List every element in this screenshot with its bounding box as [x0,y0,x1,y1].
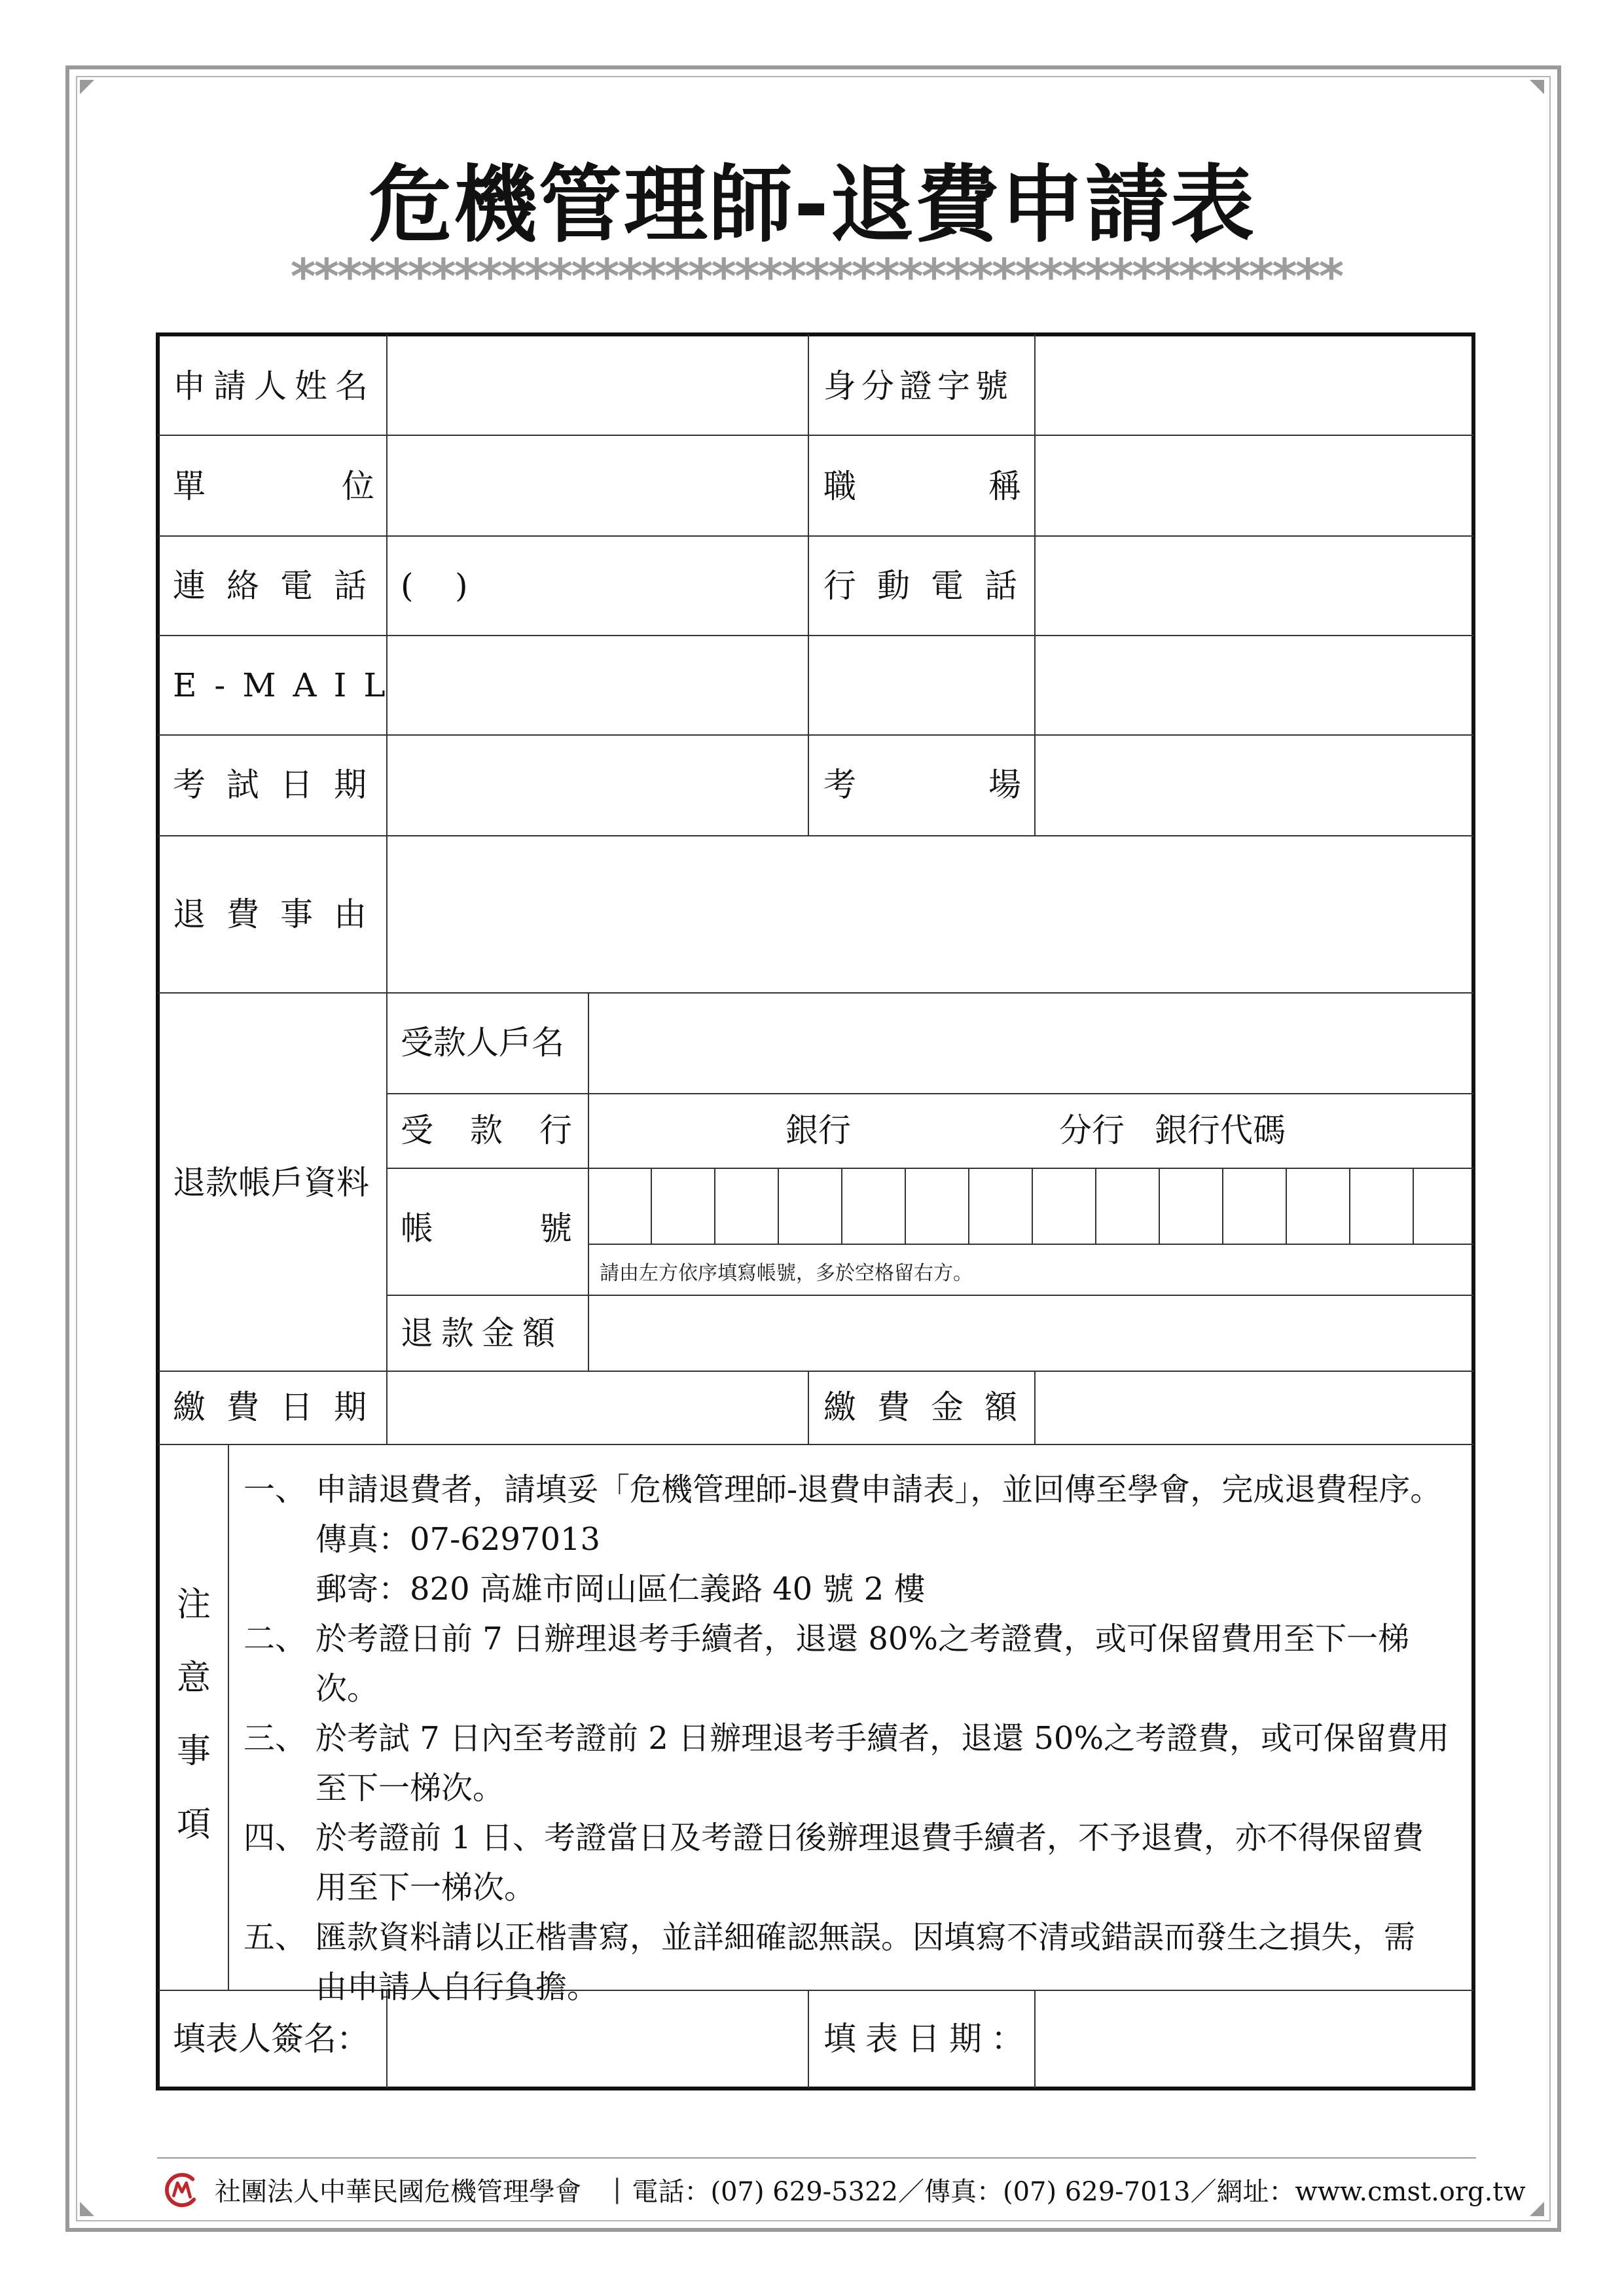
id-number-label: 身分證字號 [823,367,1013,405]
unit-label: 單 位 [173,467,374,505]
applicant-name-label: 申請人姓名 [173,367,376,405]
exam-site-label: 考 場 [823,766,1021,804]
account-box-divider [1159,1168,1160,1244]
branch-word: 分行 [1059,1111,1125,1149]
account-box-divider [968,1168,969,1244]
account-box-divider [1222,1168,1223,1244]
payment-date-label: 繳費日期 [173,1388,388,1426]
payee-bank-label: 受 款 行 [401,1111,572,1149]
note-fax: 傳真：07-6297013 [316,1521,601,1558]
row-divider [158,734,1473,736]
account-number-note: 請由左方依序填寫帳號，多於空格留右方。 [600,1262,973,1285]
row-divider [386,1093,1473,1094]
org-contact: 電話：(07) 629-5322／傳真：(07) 629-7013／網址：www.cmst.org.tw [632,2176,1526,2207]
payment-amount-label: 繳費金額 [823,1388,1038,1426]
note-item-continued: 至下一梯次。 [316,1770,505,1806]
row-divider [158,635,1473,636]
account-number-label: 帳 號 [401,1210,572,1247]
col-divider [386,334,388,1444]
email-label: E-MAIL [173,666,403,704]
col-divider [808,334,809,734]
note-item-continued: 用至下一梯次。 [316,1869,536,1906]
note-item: 二、 於考證日前 7 日辦理退考手續者，退還 80%之考證費，或可保留費用至下一梯次。 [244,1621,1410,1707]
col-divider [228,1444,229,1990]
row-divider [158,435,1473,436]
account-box-divider [1095,1168,1096,1244]
note-item: 五、 匯款資料請以正楷書寫，並詳細確認無誤。因填寫不清或錯誤而發生之損失，需 [244,1919,1416,1956]
area-code-field[interactable]: ( ) [401,567,468,605]
mobile-phone-label: 行動電話 [823,567,1038,605]
contact-phone-label: 連絡電話 [173,567,388,605]
row-divider [158,992,1473,994]
account-box-divider [778,1168,779,1244]
org-name: 社團法人中華民國危機管理學會 [215,2176,581,2207]
row-divider [158,835,1473,836]
notes-heading: 注 意 事 項 [176,1585,211,1844]
job-title-label: 職 稱 [823,467,1021,505]
notes-list [244,1465,1461,2012]
refund-reason-label: 退費事由 [173,895,388,933]
account-box-divider [905,1168,906,1244]
account-box-divider [1349,1168,1350,1244]
row-divider [386,1168,1473,1169]
col-divider [808,734,809,835]
corner-ornament [1530,80,1544,94]
footer-divider [157,2157,1476,2159]
row-divider [588,1244,1473,1245]
org-logo-icon [162,2170,200,2208]
filler-signature-label: 填表人簽名： [173,2020,369,2058]
corner-ornament [1530,2202,1544,2216]
row-divider [158,1371,1473,1372]
exam-date-label: 考試日期 [173,766,388,804]
fill-date-label: 填表日期： [823,2020,1033,2058]
col-divider [808,1371,809,1444]
row-divider [386,1295,1473,1296]
bank-word: 銀行 [785,1111,851,1149]
col-divider [1034,334,1036,734]
payee-name-label: 受款人戶名 [401,1024,564,1062]
footer-separator: | [613,2174,622,2204]
row-divider [158,535,1473,537]
account-box-divider [841,1168,842,1244]
refund-account-label: 退款帳戶資料 [173,1164,369,1202]
note-item: 三、 於考試 7 日內至考證前 2 日辦理退考手續者，退還 50%之考證費，或可保留費用 [244,1720,1450,1757]
bank-code-word: 銀行代碼 [1155,1111,1286,1149]
account-box-divider [714,1168,715,1244]
account-box-divider [1032,1168,1033,1244]
corner-ornament [80,2202,94,2216]
row-divider [158,1444,1473,1445]
page-title: 危機管理師-退費申請表 [368,156,1256,254]
account-box-divider [1413,1168,1414,1244]
note-item: 一、 申請退費者，請填妥「危機管理師-退費申請表」，並回傳至學會，完成退費程序。 [244,1471,1442,1508]
footer [162,2166,1526,2212]
col-divider [1034,734,1036,835]
col-divider [588,992,589,1371]
account-box-divider [1286,1168,1287,1244]
star-divider: ********************************************* [290,249,1343,305]
note-item: 四、 於考證前 1 日、考證當日及考證日後辦理退費手續者，不予退費，亦不得保留費 [244,1820,1424,1856]
note-item-continued: 由申請人自行負擔。 [316,1969,599,2005]
refund-amount-label: 退款金額 [401,1314,563,1352]
account-box-divider [651,1168,652,1244]
corner-ornament [80,80,94,94]
note-mail-address: 郵寄：820 高雄市岡山區仁義路 40 號 2 樓 [316,1571,926,1607]
